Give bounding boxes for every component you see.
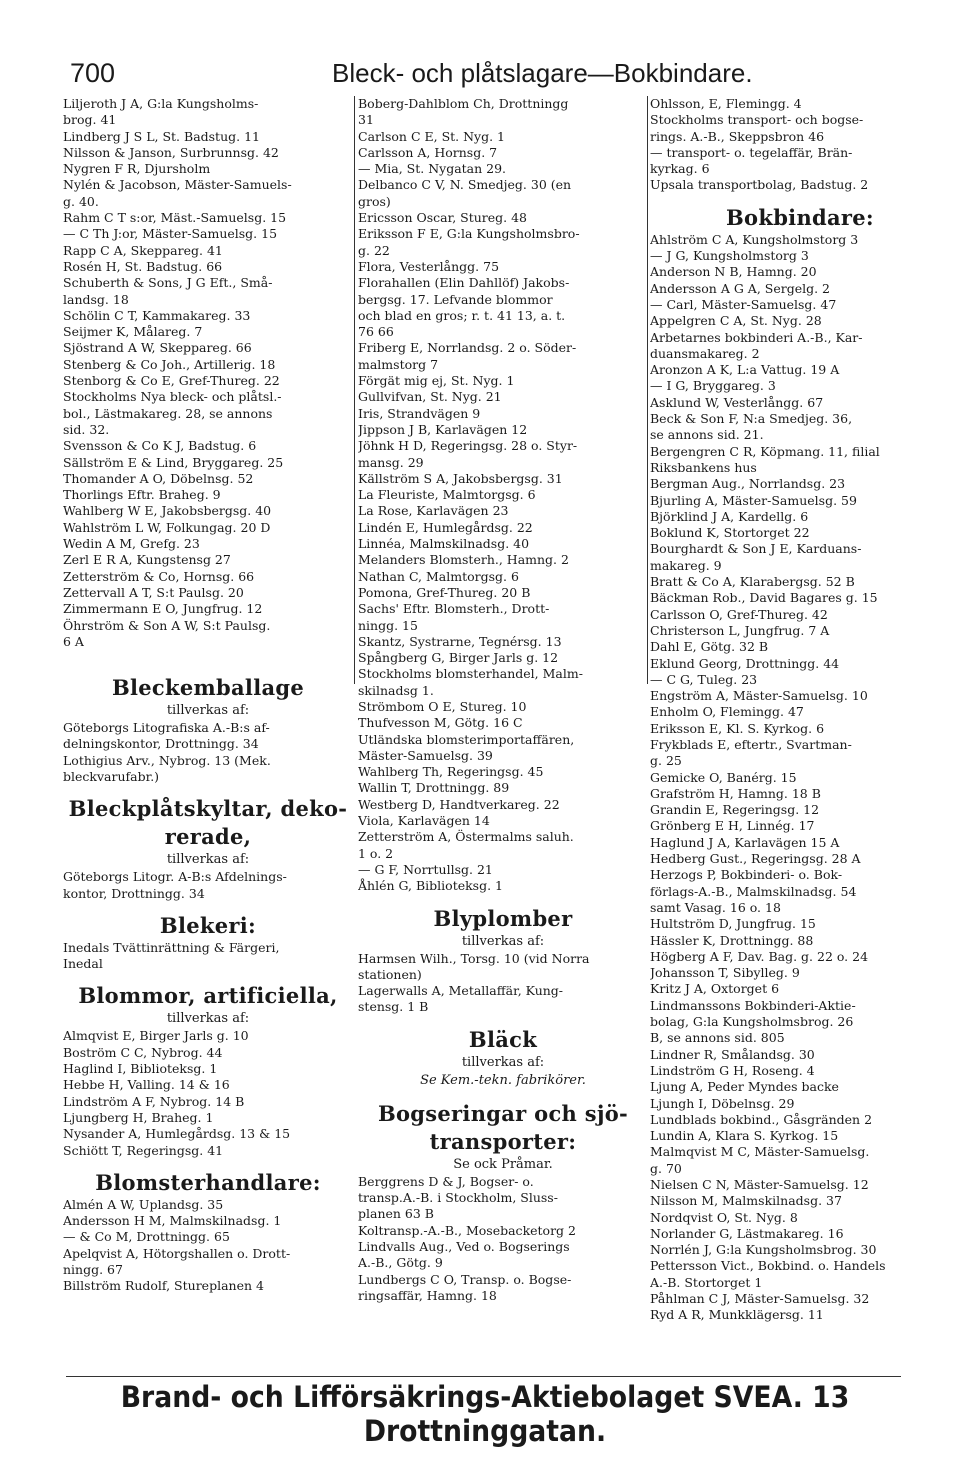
directory-entry-line: Nathan C, Malmtorgsg. 6 <box>358 568 519 584</box>
directory-entry-line: makareg. 9 <box>650 557 722 573</box>
directory-entry-line: ningg. 67 <box>63 1262 123 1278</box>
directory-entry-line: — Mia, St. Nygatan 29. <box>358 161 507 177</box>
directory-entry-line: Källström S A, Jakobsbergsg. 31 <box>358 470 563 486</box>
directory-entry-line: Lundin A, Klara S. Kyrkog. 15 <box>650 1128 839 1144</box>
directory-entry-line: Påhlman C J, Mäster-Samuelsg. 32 <box>650 1291 870 1307</box>
directory-entry-line: Lindén E, Humlegårdsg. 22 <box>358 519 533 535</box>
section-heading: Bleckplåtskyltar, deko- <box>68 796 348 822</box>
directory-entry-line: Riksbankens hus <box>650 459 757 475</box>
directory-entry-line: Kritz J A, Oxtorget 6 <box>650 981 780 997</box>
directory-entry-line: Carlsson A, Hornsg. 7 <box>358 144 498 160</box>
directory-entry-line: Högberg A F, Dav. Bag. g. 22 o. 24 <box>650 948 869 964</box>
directory-entry-line: Lothigius Arv., Nybrog. 13 (Mek. <box>63 752 271 768</box>
section-heading: Bläck <box>468 1026 538 1052</box>
directory-entry-line: Göteborgs Litografiska A.-B:s af- <box>63 720 270 736</box>
directory-entry-line: bleckvarufabr.) <box>63 768 160 784</box>
directory-entry-line: Stenberg & Co Joh., Artillerig. 18 <box>63 356 276 372</box>
directory-entry-line: Gemicke O, Banérg. 15 <box>650 769 797 785</box>
entry-list <box>63 1197 353 1295</box>
directory-entry-line: se annons sid. 21. <box>650 427 764 443</box>
directory-entry-line: Bratt & Co A, Klarabergsg. 52 B <box>650 574 855 590</box>
directory-entry-line: Hebbe H, Valling. 14 & 16 <box>63 1077 230 1093</box>
directory-entry-line: Nylén & Jacobson, Mäster-Samuels- <box>63 177 292 193</box>
directory-entry-line: Westberg D, Handtverkareg. 22 <box>358 796 560 812</box>
directory-entry-line: bolag, G:la Kungsholmsbrog. 26 <box>650 1014 854 1030</box>
directory-entry-line: delningskontor, Drottningg. 34 <box>63 736 259 752</box>
directory-entry-line: B, se annons sid. 805 <box>650 1030 785 1046</box>
directory-entry-line: Ljungberg H, Braheg. 1 <box>63 1109 214 1125</box>
directory-entry-line: Delbanco C V, N. Smedjeg. 30 (en <box>358 177 572 193</box>
directory-entry-line: Herzogs P, Bokbinderi- o. Bok- <box>650 867 843 883</box>
directory-entry-line: Lindström G H, Roseng. 4 <box>650 1062 815 1078</box>
directory-entry-line: Inedals Tvättinrättning & Färgeri, <box>63 939 280 955</box>
directory-entry-line: Ahlström C A, Kungsholmstorg 3 <box>650 231 859 247</box>
directory-entry-line: — Carl, Mäster-Samuelsg. 47 <box>650 296 837 312</box>
directory-entry-line: Schiött T, Regeringsg. 41 <box>63 1142 224 1158</box>
directory-entry-line: Christerson L, Jungfrug. 7 A <box>650 622 830 638</box>
directory-entry-line: Harmsen Wilh., Torsg. 10 (vid Norra <box>358 950 590 966</box>
directory-entry-line: Thomander A O, Döbelnsg. 52 <box>63 470 254 486</box>
directory-entry-line: Bergengren C R, Köpmang. 11, filial <box>650 443 880 459</box>
directory-entry-line: Norlander G, Lästmakareg. 16 <box>650 1225 844 1241</box>
directory-entry-line: gros) <box>358 193 391 209</box>
directory-entry-line: La Fleuriste, Malmtorgsg. 6 <box>358 487 536 503</box>
directory-entry-line: mansg. 29 <box>358 454 424 470</box>
directory-entry-line: Spångberg G, Birger Jarls g. 12 <box>358 650 559 666</box>
directory-entry-line: Wahlberg W E, Jakobsbergsg. 40 <box>63 503 272 519</box>
section-heading: Blyplomber <box>433 905 573 931</box>
directory-entry-line: — C Th J:or, Mäster-Samuelsg. 15 <box>63 226 278 242</box>
directory-entry-line: Stockholms blomsterhandel, Malm- <box>358 666 583 682</box>
directory-entry-line: Stockholms Nya bleck- och plåtsl.- <box>63 389 282 405</box>
directory-entry-line: Rosén H, St. Badstug. 66 <box>63 258 223 274</box>
section-heading: Bokbindare: <box>725 204 874 230</box>
directory-entry-line: Haglund J A, Karlavägen 15 A <box>650 834 840 850</box>
directory-entry-line: 6 A <box>63 633 84 649</box>
directory-entry-line: Ljung A, Peder Myndes backe <box>650 1079 839 1095</box>
directory-entry-line: 1 o. 2 <box>358 845 394 861</box>
directory-entry-line: Svensson & Co K J, Badstug. 6 <box>63 438 257 454</box>
directory-entry-line: Lindberg J S L, St. Badstug. 11 <box>63 128 260 144</box>
directory-entry-line: Nilsson & Janson, Surbrunnsg. 42 <box>63 144 279 160</box>
directory-entry-line: Mäster-Samuelsg. 39 <box>358 747 493 763</box>
entry-list <box>63 869 353 902</box>
directory-entry-line: kontor, Drottningg. 34 <box>63 885 205 901</box>
directory-entry-line: kyrkag. 6 <box>650 161 710 177</box>
directory-entry-line: Frykblads E, eftertr., Svartman- <box>650 736 852 752</box>
cross-reference: Se Kem.-tekn. fabrikörer. <box>420 1072 586 1088</box>
directory-entry-line: Nilsson M, Malmskilnadsg. 37 <box>650 1193 842 1209</box>
directory-entry-line: Lundblads bokbind., Gåsgränden 2 <box>650 1111 873 1127</box>
directory-entry-line: transp.A.-B. i Stockholm, Sluss- <box>358 1190 558 1206</box>
directory-entry-line: förlags-A.-B., Malmskilnadsg. 54 <box>650 883 857 899</box>
directory-entry-line: Norrlén J, G:la Kungsholmsbrog. 30 <box>650 1242 877 1258</box>
directory-entry-line: 76 66 <box>358 324 394 340</box>
directory-entry-line: Dahl E, Götg. 32 B <box>650 639 769 655</box>
section-heading: Bogseringar och sjö- <box>377 1100 629 1126</box>
directory-entry-line: Utländska blomsterimportaffären, <box>358 731 575 747</box>
directory-entry-line: Boklund K, Stortorget 22 <box>650 525 810 541</box>
directory-entry-line: brog. 41 <box>63 112 117 128</box>
footer-advertisement: Brand- och Lifförsäkrings-Aktiebolaget SVEA. 13 Drottninggatan. <box>120 1380 850 1448</box>
directory-entry-line: Grandin E, Regeringsg. 12 <box>650 802 820 818</box>
directory-entry-line: Björklind J A, Kardellg. 6 <box>650 508 809 524</box>
entry-list <box>358 951 648 1016</box>
directory-entry-line: Bergman Aug., Norrlandsg. 23 <box>650 476 846 492</box>
directory-entry-line: Haglind I, Biblioteksg. 1 <box>63 1061 218 1077</box>
directory-entry-line: stationen) <box>358 966 422 982</box>
section-subheading: tillverkas af: <box>166 1011 250 1027</box>
running-head: Bleck- och plåtslagare—Bokbindare. <box>332 58 753 88</box>
directory-entry-line: Andersson A G A, Sergelg. 2 <box>650 280 830 296</box>
directory-entry-line: skilnadsg 1. <box>358 682 434 698</box>
directory-entry-line: ringsaffär, Hamng. 18 <box>358 1287 497 1303</box>
section-heading: Bleckemballage <box>111 675 305 701</box>
entry-list <box>63 96 353 650</box>
directory-entry-line: Hässler K, Drottningg. 88 <box>650 932 814 948</box>
directory-entry-line: Strömbom O E, Stureg. 10 <box>358 698 527 714</box>
directory-entry-line: Ohlsson, E, Flemingg. 4 <box>650 96 802 111</box>
directory-entry-line: Förgät mig ej, St. Nyg. 1 <box>358 373 515 389</box>
directory-entry-line: A.-B., Götg. 9 <box>358 1255 443 1271</box>
directory-entry-line: — transport- o. tegelaffär, Brän- <box>650 144 853 160</box>
directory-entry-line: A.-B. Stortorget 1 <box>650 1274 763 1290</box>
directory-entry-line: Inedal <box>63 956 103 972</box>
directory-entry-line: Koltransp.-A.-B., Mosebacketorg 2 <box>358 1222 576 1238</box>
directory-entry-line: Hultström D, Jungfrug. 15 <box>650 916 816 932</box>
section-heading: Blomsterhandlare: <box>95 1169 321 1195</box>
directory-entry-line: g. 25 <box>650 753 682 769</box>
directory-entry-line: Anderson N B, Hamng. 20 <box>650 264 817 280</box>
directory-entry-line: Schölin C T, Kammakareg. 33 <box>63 307 251 323</box>
column-2 <box>358 96 648 1304</box>
directory-entry-line: Rahm C T s:or, Mäst.-Samuelsg. 15 <box>63 210 287 226</box>
directory-entry-line: Almén A W, Uplandsg. 35 <box>63 1196 224 1212</box>
directory-entry-line: Boberg-Dahlblom Ch, Drottningg <box>358 96 569 111</box>
directory-entry-line: Viola, Karlavägen 14 <box>358 813 490 829</box>
section-heading: Blekeri: <box>159 912 257 938</box>
directory-entry-line: landsg. 18 <box>63 291 129 307</box>
section-subheading: tillverkas af: <box>166 852 250 868</box>
directory-entry-line: malmstorg 7 <box>358 356 439 372</box>
directory-entry-line: Upsala transportbolag, Badstug. 2 <box>650 177 869 193</box>
directory-entry-line: Thorlings Eftr. Braheg. 9 <box>63 487 221 503</box>
directory-entry-line: Eklund Georg, Drottningg. 44 <box>650 655 840 671</box>
directory-entry-line: Engström A, Mäster-Samuelsg. 10 <box>650 688 868 704</box>
directory-entry-line: Schuberth & Sons, J G Eft., Små- <box>63 275 273 291</box>
directory-entry-line: Öhrström & Son A W, S:t Paulsg. <box>63 617 271 633</box>
directory-entry-line: Zerl E R A, Kungstensg 27 <box>63 552 231 568</box>
directory-entry-line: Stenborg & Co E, Gref-Thureg. 22 <box>63 373 280 389</box>
directory-entry-line: Carlson C E, St. Nyg. 1 <box>358 128 505 144</box>
directory-entry-line: Arbetarnes bokbinderi A.-B., Kar- <box>650 329 863 345</box>
column-divider <box>354 96 355 684</box>
directory-entry-line: Bourghardt & Son J E, Karduans- <box>650 541 862 557</box>
directory-entry-line: Liljeroth J A, G:la Kungsholms- <box>63 96 259 111</box>
directory-entry-line: bergsg. 17. Lefvande blommor <box>358 291 553 307</box>
directory-entry-line: Lindvalls Aug., Ved o. Bogserings <box>358 1238 570 1254</box>
directory-entry-line: Stockholms transport- och bogse- <box>650 112 864 128</box>
directory-entry-line: Eriksson F E, G:la Kungsholmsbro- <box>358 226 580 242</box>
directory-entry-line: — J G, Kungsholmstorg 3 <box>650 248 809 264</box>
directory-entry-line: Skantz, Systrarne, Tegnérsg. 13 <box>358 633 562 649</box>
directory-entry-line: Billström Rudolf, Stureplanen 4 <box>63 1278 264 1294</box>
directory-entry-line: Grafström H, Hamng. 18 B <box>650 785 821 801</box>
directory-entry-line: Zetterström A, Östermalms saluh. <box>358 829 574 845</box>
directory-entry-line: Wahlberg Th, Regeringsg. 45 <box>358 764 544 780</box>
directory-entry-line: Zimmermann E O, Jungfrug. 12 <box>63 601 263 617</box>
section-subheading: tillverkas af: <box>461 1054 545 1070</box>
directory-entry-line: Lundbergs C O, Transp. o. Bogse- <box>358 1271 572 1287</box>
directory-entry-line: Zettervall A T, S:t Paulsg. 20 <box>63 584 244 600</box>
entry-list <box>63 940 353 973</box>
directory-entry-line: Enholm O, Flemingg. 47 <box>650 704 804 720</box>
section-subheading: tillverkas af: <box>461 933 545 949</box>
directory-entry-line: g. 40. <box>63 193 99 209</box>
directory-entry-line: Bjurling A, Mäster-Samuelsg. 59 <box>650 492 857 508</box>
entry-list <box>358 1174 648 1304</box>
column-3 <box>650 96 950 1324</box>
column-1 <box>63 96 353 1295</box>
directory-entry-line: Ljungh I, Döbelnsg. 29 <box>650 1095 795 1111</box>
directory-entry-line: Bäckman Rob., David Bagares g. 15 <box>650 590 878 606</box>
directory-entry-line: Göteborgs Litogr. A-B:s Afdelnings- <box>63 869 287 885</box>
directory-entry-line: samt Vasag. 16 o. 18 <box>650 899 781 915</box>
directory-entry-line: — C G, Tuleg. 23 <box>650 671 758 687</box>
entry-list <box>650 232 950 1324</box>
entry-list <box>63 720 353 785</box>
directory-entry-line: Melanders Blomsterh., Hamng. 2 <box>358 552 569 568</box>
directory-entry-line: Aronzon A K, L:a Vattug. 19 A <box>650 362 840 378</box>
directory-entry-line: Nordqvist O, St. Nyg. 8 <box>650 1209 798 1225</box>
directory-entry-line: och blad en gros; r. t. 41 13, a. t. <box>358 307 566 323</box>
directory-entry-line: Almqvist E, Birger Jarls g. 10 <box>63 1028 249 1044</box>
directory-entry-line: g. 22 <box>358 242 390 258</box>
directory-entry-line: duansmakareg. 2 <box>650 345 760 361</box>
directory-entry-line: Lindström A F, Nybrog. 14 B <box>63 1093 245 1109</box>
page-number: 700 <box>70 58 116 88</box>
directory-entry-line: Åhlén G, Biblioteksg. 1 <box>358 878 504 894</box>
directory-entry-line: sid. 32. <box>63 421 110 437</box>
directory-entry-line: Zetterström & Co, Hornsg. 66 <box>63 568 255 584</box>
directory-entry-line: Andersson H M, Malmskilnadsg. 1 <box>63 1213 282 1229</box>
directory-entry-line: rings. A.-B., Skeppsbron 46 <box>650 128 825 144</box>
directory-entry-line: Lindner R, Smålandsg. 30 <box>650 1046 815 1062</box>
directory-entry-line: Grönberg E H, Linnég. 17 <box>650 818 815 834</box>
footer-rule <box>66 1376 901 1377</box>
directory-entry-line: — G F, Norrtullsg. 21 <box>358 861 493 877</box>
directory-entry-line: Appelgren C A, St. Nyg. 28 <box>650 313 822 329</box>
directory-entry-line: Pomona, Gref-Thureg. 20 B <box>358 584 531 600</box>
directory-entry-line: Wahlström L W, Folkungag. 20 D <box>63 519 271 535</box>
directory-entry-line: Carlsson O, Gref-Thureg. 42 <box>650 606 828 622</box>
directory-entry-line: Rapp C A, Skeppareg. 41 <box>63 242 223 258</box>
directory-entry-line: Iris, Strandvägen 9 <box>358 405 481 421</box>
directory-entry-line: La Rose, Karlavägen 23 <box>358 503 509 519</box>
directory-entry-line: Malmqvist M C, Mäster-Samuelsg. <box>650 1144 870 1160</box>
directory-entry-line: Beck & Son F, N:a Smedjeg. 36, <box>650 411 853 427</box>
section-heading: Blommor, artificiella, <box>78 983 338 1009</box>
directory-entry-line: bol., Lästmakareg. 28, se annons <box>63 405 273 421</box>
directory-entry-line: g. 70 <box>650 1160 682 1176</box>
directory-entry-line: Wallin T, Drottningg. 89 <box>358 780 510 796</box>
directory-entry-line: Lindmanssons Bokbinderi-Aktie- <box>650 997 856 1013</box>
directory-entry-line: Lagerwalls A, Metallaffär, Kung- <box>358 983 564 999</box>
directory-entry-line: Linnéa, Malmskilnadsg. 40 <box>358 536 530 552</box>
directory-entry-line: Gullvifvan, St. Nyg. 21 <box>358 389 502 405</box>
section-heading: rerade, <box>164 824 252 850</box>
directory-entry-line: Sachs' Eftr. Blomsterh., Drott- <box>358 601 550 617</box>
directory-entry-line: Nysander A, Humlegårdsg. 13 & 15 <box>63 1126 291 1142</box>
directory-entry-line: Eriksson E, Kl. S. Kyrkog. 6 <box>650 720 825 736</box>
directory-entry-line: Wedin A M, Grefg. 23 <box>63 536 200 552</box>
directory-entry-line: Jöhnk H D, Regeringsg. 28 o. Styr- <box>358 438 578 454</box>
directory-entry-line: Asklund W, Vesterlångg. 67 <box>650 394 824 410</box>
directory-entry-line: Johansson T, Sibylleg. 9 <box>650 965 800 981</box>
directory-entry-line: Seijmer K, Målareg. 7 <box>63 324 203 340</box>
directory-entry-line: Pettersson Vict., Bokbind. o. Handels <box>650 1258 886 1274</box>
directory-entry-line: Friberg E, Norrlandsg. 2 o. Söder- <box>358 340 577 356</box>
directory-entry-line: Hedberg Gust., Regeringsg. 28 A <box>650 851 861 867</box>
directory-entry-line: Berggrens D & J, Bogser- o. <box>358 1173 534 1189</box>
directory-entry-line: Sjöstrand A W, Skeppareg. 66 <box>63 340 252 356</box>
directory-entry-line: Nygren F R, Djursholm <box>63 161 211 177</box>
directory-entry-line: Flora, Vesterlångg. 75 <box>358 258 500 274</box>
cross-reference: Se ock Pråmar. <box>453 1156 553 1172</box>
directory-entry-line: Apelqvist A, Hötorgshallen o. Drott- <box>63 1245 291 1261</box>
directory-entry-line: Florahallen (Elin Dahllöf) Jakobs- <box>358 275 570 291</box>
entry-list <box>63 1028 353 1158</box>
directory-entry-line: ningg. 15 <box>358 617 418 633</box>
page-header <box>70 58 900 92</box>
section-heading: transporter: <box>429 1128 577 1154</box>
entry-list <box>650 96 950 194</box>
directory-entry-line: Ryd A R, Munkklägersg. 11 <box>650 1307 824 1323</box>
directory-entry-line: — I G, Bryggareg. 3 <box>650 378 776 394</box>
directory-entry-line: Ericsson Oscar, Stureg. 48 <box>358 210 528 226</box>
directory-entry-line: Thufvesson M, Götg. 16 C <box>358 715 523 731</box>
directory-entry-line: Jippson J B, Karlavägen 12 <box>358 421 528 437</box>
entry-list <box>358 96 648 895</box>
directory-entry-line: — & Co M, Drottningg. 65 <box>63 1229 230 1245</box>
directory-entry-line: Boström C C, Nybrog. 44 <box>63 1044 223 1060</box>
directory-entry-line: stensg. 1 B <box>358 999 429 1015</box>
directory-entry-line: Sällström E & Lind, Bryggareg. 25 <box>63 454 284 470</box>
section-subheading: tillverkas af: <box>166 703 250 719</box>
directory-entry-line: 31 <box>358 112 374 128</box>
directory-entry-line: planen 63 B <box>358 1206 434 1222</box>
directory-entry-line: Nielsen C N, Mäster-Samuelsg. 12 <box>650 1177 869 1192</box>
